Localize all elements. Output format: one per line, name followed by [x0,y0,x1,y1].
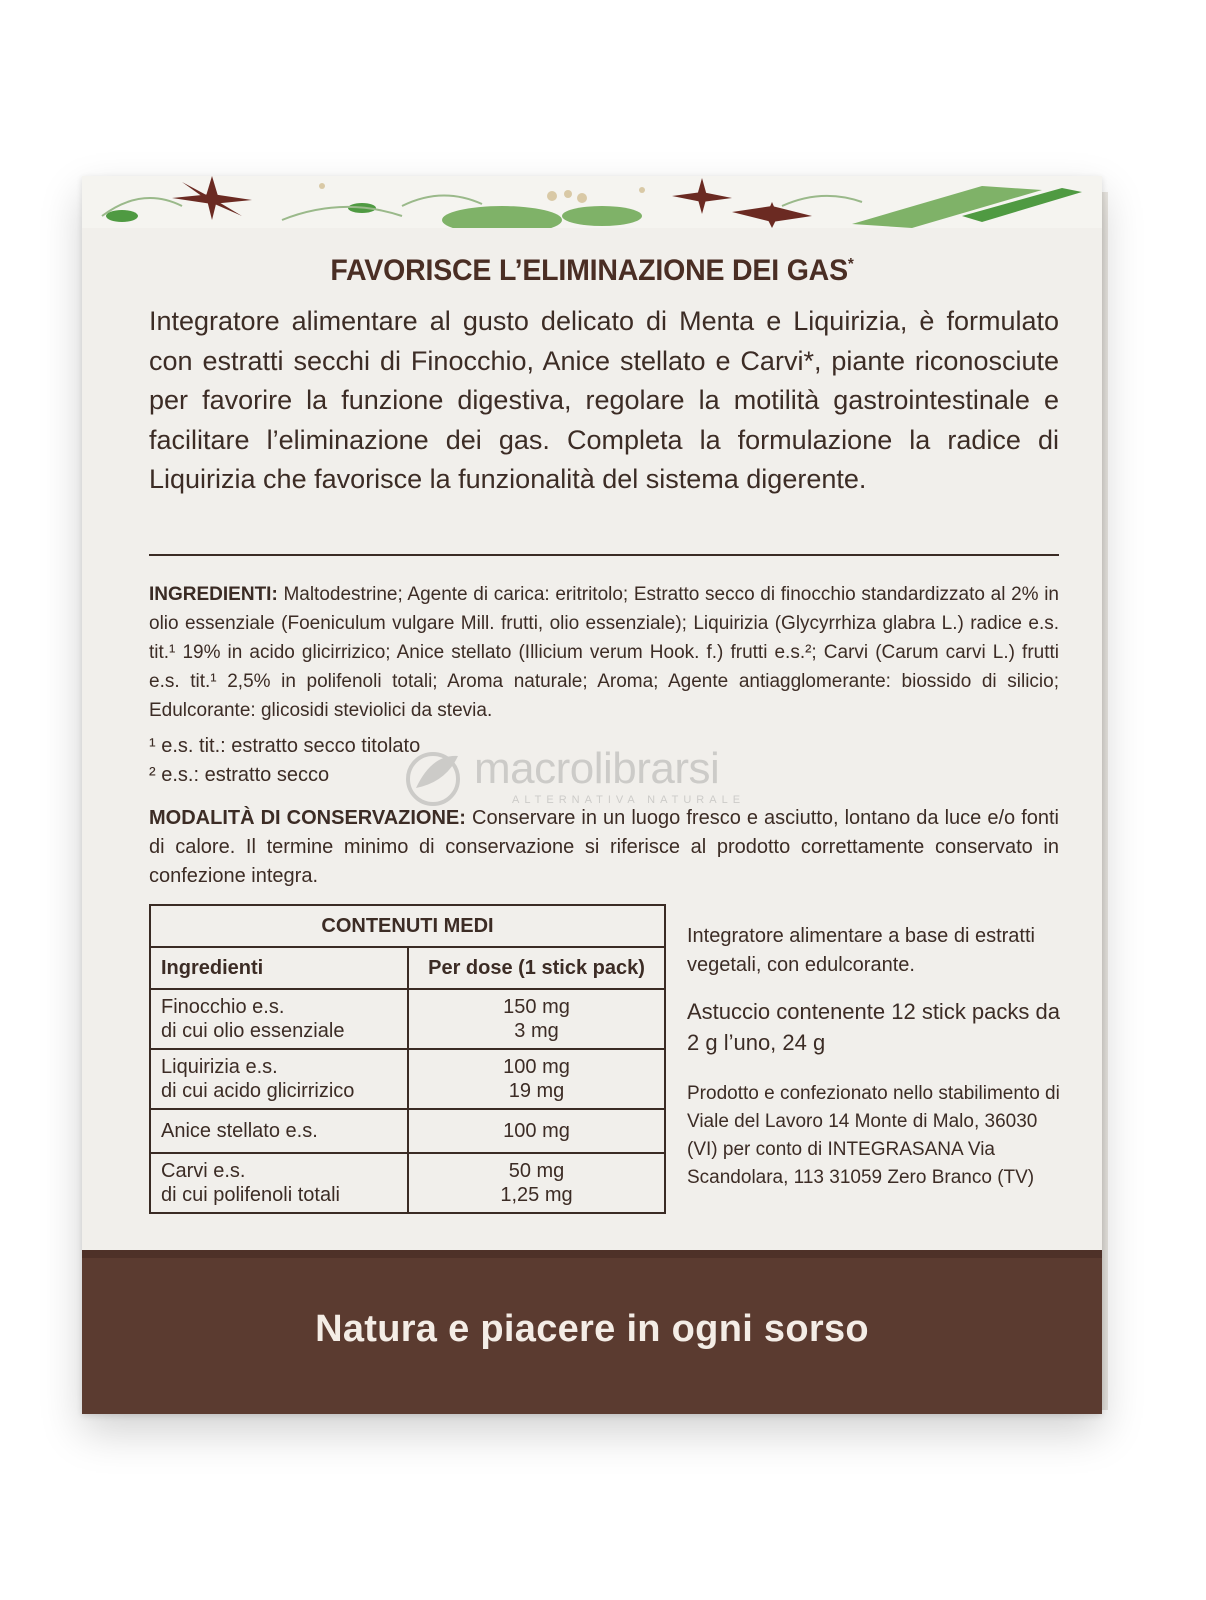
ingredient-name: Carvi e.s. [161,1160,246,1182]
dose-cell [408,1109,665,1153]
dose-value: 100 mg [503,1056,570,1078]
product-description: Integratore alimentare al gusto delicato di Menta e Liquirizia, è formulato con estratti secchi di Finocchio, Anice stellato e Carvi*, piante riconosciute per favorire la funzione digestiva, regolare la motilità gastrointestinale e facilitare l’eliminazione dei gas. Completa la formulazione la radice di Liquirizia che favorisce la funzionalità del sistema digerente. [149,306,1059,494]
ingredients-label: INGREDIENTI: [149,584,278,605]
footnote-1: ¹ e.s. tit.: estratto secco titolato [149,735,421,757]
product-claim-heading [108,254,1077,288]
storage-text: Conservare in un luogo fresco e asciutto, lontano da luce e/o fonti di calore. Il termine minimo di conservazione si riferisce al prodotto correttamente conservato in confezione integra. [149,807,1059,887]
producer-info-text: Prodotto e confezionato nello stabilimento di Viale del Lavoro 14 Monte di Malo, 36030 (VI) per conto di INTEGRASANA Via Scandolara, 113 31059 Zero Branco (TV) [687,1083,1060,1188]
section-divider [149,554,1059,556]
nutrition-table [149,904,666,1214]
table-row [150,1049,665,1109]
dose-value: 150 mg [503,996,570,1018]
column-header-ingredients: Ingredienti [150,947,408,989]
column-header-dose: Per dose (1 stick pack) [408,947,665,989]
dose-value: 50 mg [508,1160,565,1182]
ingredients-text: Maltodestrine; Agente di carica: eritritolo; Estratto secco di finocchio standardizzato al 2% in olio essenziale (Foeniculum vulgare Mill. frutti, olio essenziale); Liquirizia (Glycyrrhiza glabra L.) radice e.s. tit.¹ 19% in acido glicirrizico; Anice stellato (Illicium verum Hook. f.) frutti e.s.²; Carvi (Carum carvi L.) frutti e.s. tit.¹ 2,5% in polifenoli totali; Aroma naturale; Aroma; Agente antiagglomerante: biossido di silicio; Edulcorante: glicosidi steviolici da stevia. [149,584,1059,721]
ingredient-sub: di cui polifenoli totali [161,1184,340,1206]
watermark-name: macrolibrarsi [474,744,720,793]
dose-sub-value: 3 mg [514,1020,559,1042]
heading-text: FAVORISCE L’ELIMINAZIONE DEI GAS [330,254,848,287]
watermark-tagline: ALTERNATIVA NATURALE [512,794,746,806]
storage-label: MODALITÀ DI CONSERVAZIONE: [149,807,466,829]
table-row [150,989,665,1049]
ingredient-cell [150,1049,408,1109]
footnote-2: ² e.s.: estratto secco [149,764,330,786]
ingredient-sub: di cui olio essenziale [161,1020,345,1042]
dose-value: 100 mg [503,1120,570,1142]
slogan: Natura e piacere in ogni sorso [315,1308,869,1350]
table-row [150,1153,665,1213]
ingredient-name: Anice stellato e.s. [161,1120,318,1142]
ingredient-name: Finocchio e.s. [161,996,285,1018]
heading-asterisk: * [847,256,854,273]
ingredients-section [149,580,1059,725]
ingredient-cell [150,1153,408,1213]
dose-sub-value: 19 mg [508,1080,565,1102]
footnotes [149,732,749,790]
ingredient-cell [150,989,408,1049]
package-contents-text: Astuccio contenente 12 stick packs da 2 g l’uno, 24 g [687,999,1060,1055]
dose-sub-value: 1,25 mg [500,1184,573,1206]
footer-top-stripe [82,1250,1102,1258]
table-title: CONTENUTI MEDI [150,905,665,947]
product-box-back [82,176,1102,1414]
dose-cell [408,989,665,1049]
table-row [150,1109,665,1153]
ingredient-cell [150,1109,408,1153]
footer-band [82,1250,1102,1414]
dose-cell [408,1153,665,1213]
dose-cell [408,1049,665,1109]
ingredient-name: Liquirizia e.s. [161,1056,278,1078]
herb-illustration [82,176,1102,228]
storage-section [149,804,1059,891]
herbal-illustration-strip [82,176,1102,228]
ingredient-sub: di cui acido glicirrizico [161,1080,355,1102]
product-type-text: Integratore alimentare a base di estratti vegetali, con edulcorante. [687,925,1035,976]
